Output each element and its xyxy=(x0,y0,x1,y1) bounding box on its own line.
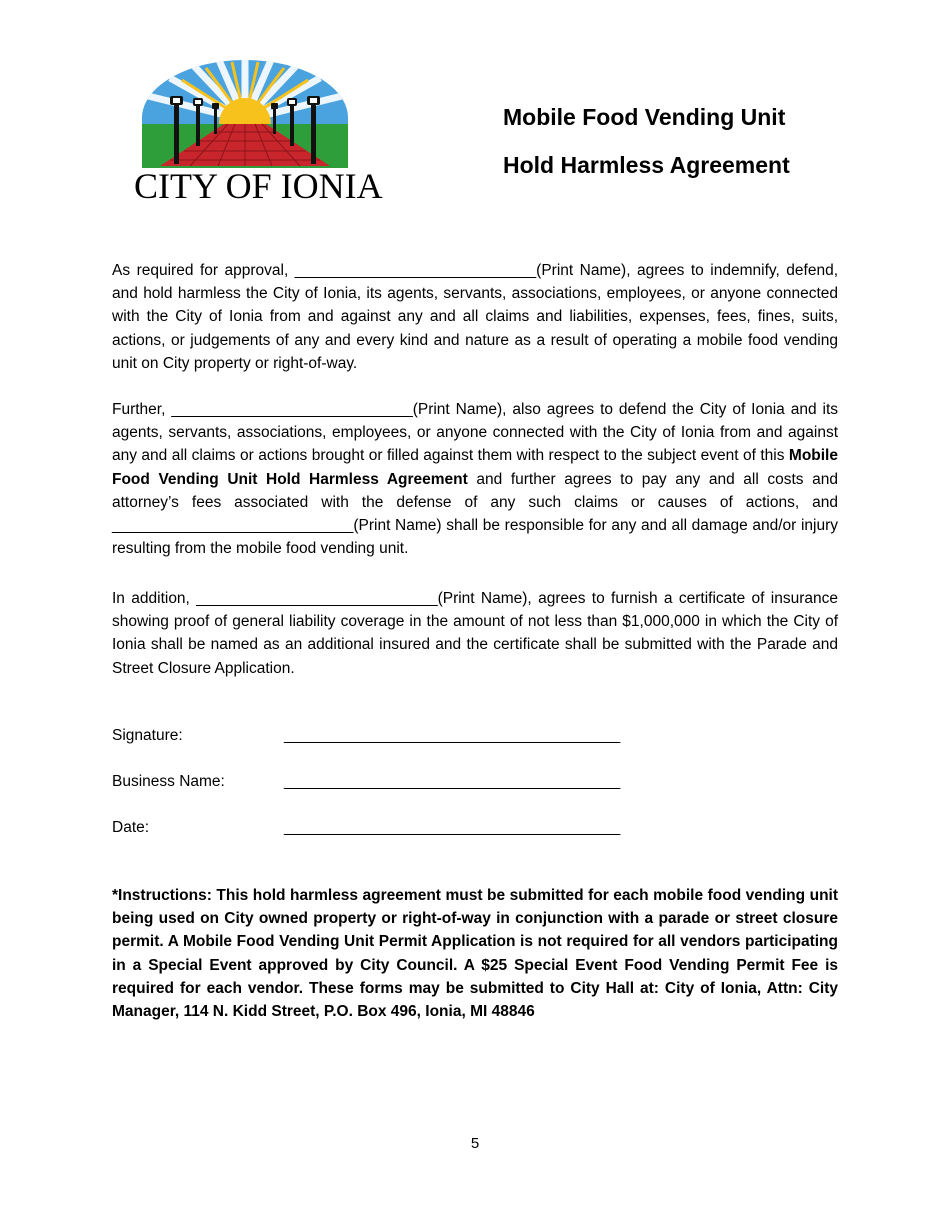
business-name-label: Business Name: xyxy=(112,773,225,790)
date-label: Date: xyxy=(112,819,150,836)
logo-text: CITY OF IONIA xyxy=(134,166,383,206)
business-name-row xyxy=(112,770,672,794)
signature-line[interactable]: _______________________________________ xyxy=(284,727,621,744)
defend-paragraph-part1: Further, ____________________________(Print Name), also agrees to defend the City of Ionia and its agents, servants, associations, employees, or anyone connected with the City of Ionia from and against any and all claims or actions brought or filled against them with respect to the subject event of this xyxy=(112,401,838,465)
defend-paragraph xyxy=(112,398,838,560)
date-line[interactable]: _______________________________________ xyxy=(284,819,621,836)
page-number: 5 xyxy=(470,1135,480,1152)
indemnify-paragraph: As required for approval, ____________________________(Print Name), agrees to indemnify, defend, and hold harmless the City of Ionia, its agents, servants, associations, employees, or anyone connected with the City of Ionia from and against any and all claims and liabilities, expenses, fees, fines, suits, actions, or judgements of any and every kind and nature as a result of operating a mobile food vending unit on City property or right-of-way. xyxy=(112,262,838,372)
date-row xyxy=(112,816,672,840)
city-logo-graphic xyxy=(134,58,356,168)
insurance-paragraph: In addition, ____________________________(Print Name), agrees to furnish a certificate of insurance showing proof of general liability coverage in the amount of not less than $1,000,000 in which the City of Ionia shall be named as an additional insured and the certificate shall be submitted with the Parade and Street Closure Application. xyxy=(112,590,838,677)
title-line-2: Hold Harmless Agreement xyxy=(503,152,790,178)
title-line-1: Mobile Food Vending Unit xyxy=(503,104,786,130)
defend-paragraph-part2: and further agrees to pay any and all costs and attorney’s fees associated with the defense of any such claims or causes of actions, and ____________________________(Print Name) shall be responsible for any and all damage and/or injury resulting from the mobile food vending unit. xyxy=(112,470,838,558)
signature-label: Signature: xyxy=(112,727,183,744)
signature-row xyxy=(112,724,672,748)
business-name-line[interactable]: _______________________________________ xyxy=(284,773,621,790)
document-title xyxy=(503,104,863,178)
agreement-name-bold: Mobile Food Vending Unit Hold Harmless Agreement xyxy=(112,447,838,488)
city-logo xyxy=(134,58,383,206)
instructions-paragraph: *Instructions: This hold harmless agreement must be submitted for each mobile food vending unit being used on City owned property or right-of-way in conjunction with a parade or street closure permit. A Mobile Food Vending Unit Permit Application is not required for all vendors participating in a Special Event approved by City Council. A $25 Special Event Food Vending Permit Fee is required for each vendor. These forms may be submitted to City Hall at: City of Ionia, Attn: City Manager, 114 N. Kidd Street, P.O. Box 496, Ionia, MI 48846 xyxy=(112,887,838,1021)
